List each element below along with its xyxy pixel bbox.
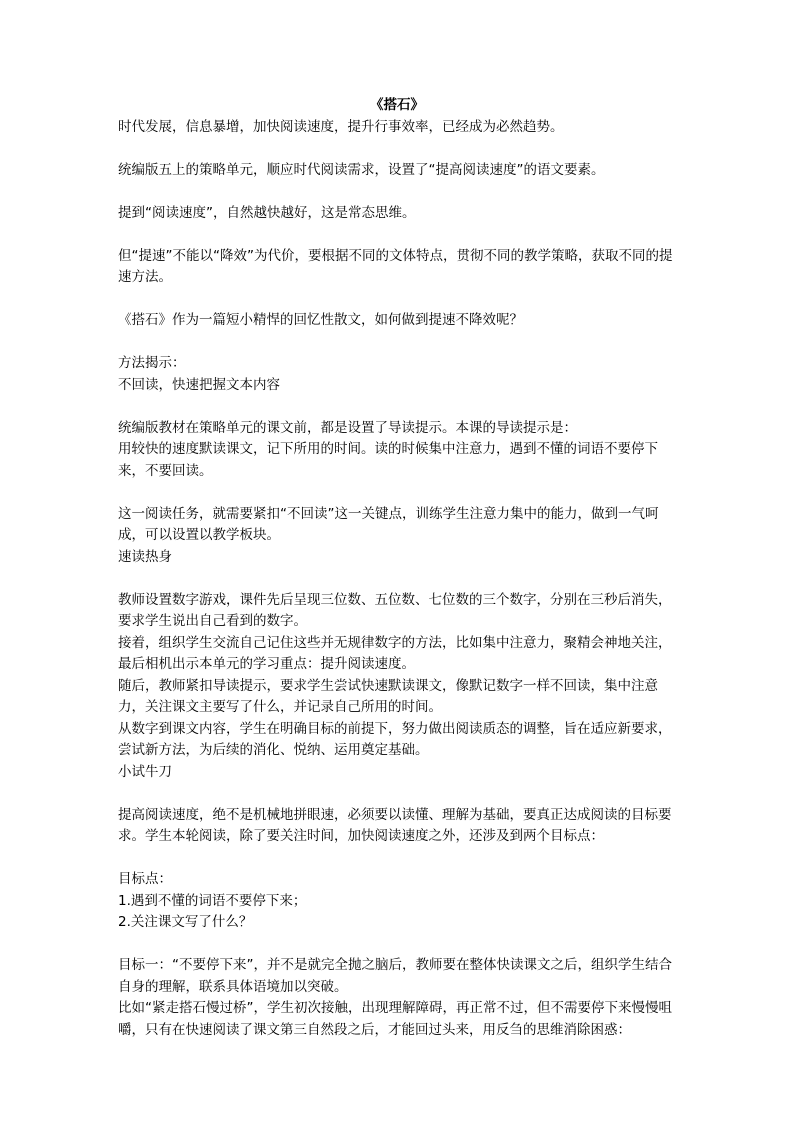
section-heading: 不回读，快速把握文本内容 [118, 376, 280, 393]
section-label: 方法揭示： [118, 355, 186, 371]
paragraph: 《搭石》作为一篇短小精悍的回忆性散文，如何做到提速不降效呢？ [118, 312, 523, 328]
paragraph: 时代发展，信息暴增，加快阅读速度，提升行事效率，已经成为必然趋势。 [118, 118, 564, 135]
paragraph: 接着，组织学生交流自己记住这些并无规律数字的方法，比如集中注意力，聚精会神地关注，最后相机出示本单元的学习重点：提升阅读速度。 [118, 634, 672, 672]
paragraph: 比如“紧走搭石慢过桥”，学生初次接触，出现理解障碍，再正常不过，但不需要停下来慢慢咀嚼，只有在快速阅读了课文第三自然段之后，才能回过头来，用反刍的思维消除困惑： [118, 1000, 672, 1038]
list-item: 1.遇到不懂的词语不要停下来； [118, 892, 307, 909]
paragraph: 教师设置数字游戏，课件先后呈现三位数、五位数、七位数的三个数字，分别在三秒后消失，要求学生说出自己看到的数字。 [118, 591, 672, 629]
paragraph: 这一阅读任务，就需要紧扣“不回读”这一关键点，训练学生注意力集中的能力，做到一气呵成，可以设置以教学板块。 [118, 505, 659, 543]
paragraph: 提高阅读速度，绝不是机械地拼眼速，必须要以读懂、理解为基础，要真正达成阅读的目标要求。学生本轮阅读，除了要关注时间，加快阅读速度之外，还涉及到两个目标点： [118, 806, 672, 844]
paragraph: 随后，教师紧扣导读提示，要求学生尝试快速默读课文，像默记数字一样不回读，集中注意力，关注课文主要写了什么，并记录自己所用的时间。 [118, 677, 658, 715]
paragraph: 但“提速”不能以“降效”为代价，要根据不同的文体特点，贯彻不同的教学策略，获取不同的提速方法。 [118, 247, 673, 285]
document-title: 《搭石》 [370, 97, 424, 113]
section-label: 目标点： [118, 871, 172, 887]
paragraph: 统编版教材在策略单元的课文前，都是设置了导读提示。本课的导读提示是： [118, 419, 577, 436]
paragraph: 目标一：“不要停下来”，并不是就完全抛之脑后，教师要在整体快读课文之后，组织学生结合自身的理解，联系具体语境加以突破。 [118, 957, 672, 995]
paragraph: 用较快的速度默读课文，记下所用的时间。读的时候集中注意力，遇到不懂的词语不要停下来，不要回读。 [118, 441, 658, 479]
section-heading: 速读热身 [118, 548, 172, 565]
paragraph: 统编版五上的策略单元，顺应时代阅读需求，设置了“提高阅读速度”的语文要素。 [118, 161, 605, 178]
section-heading: 小试牛刀 [118, 763, 172, 780]
paragraph: 提到“阅读速度”，自然越快越好，这是常态思维。 [118, 204, 416, 221]
list-item: 2.关注课文写了什么？ [118, 914, 253, 930]
paragraph: 从数字到课文内容，学生在明确目标的前提下，努力做出阅读质态的调整，旨在适应新要求，尝试新方法，为后续的消化、悦纳、运用奠定基础。 [118, 720, 672, 758]
